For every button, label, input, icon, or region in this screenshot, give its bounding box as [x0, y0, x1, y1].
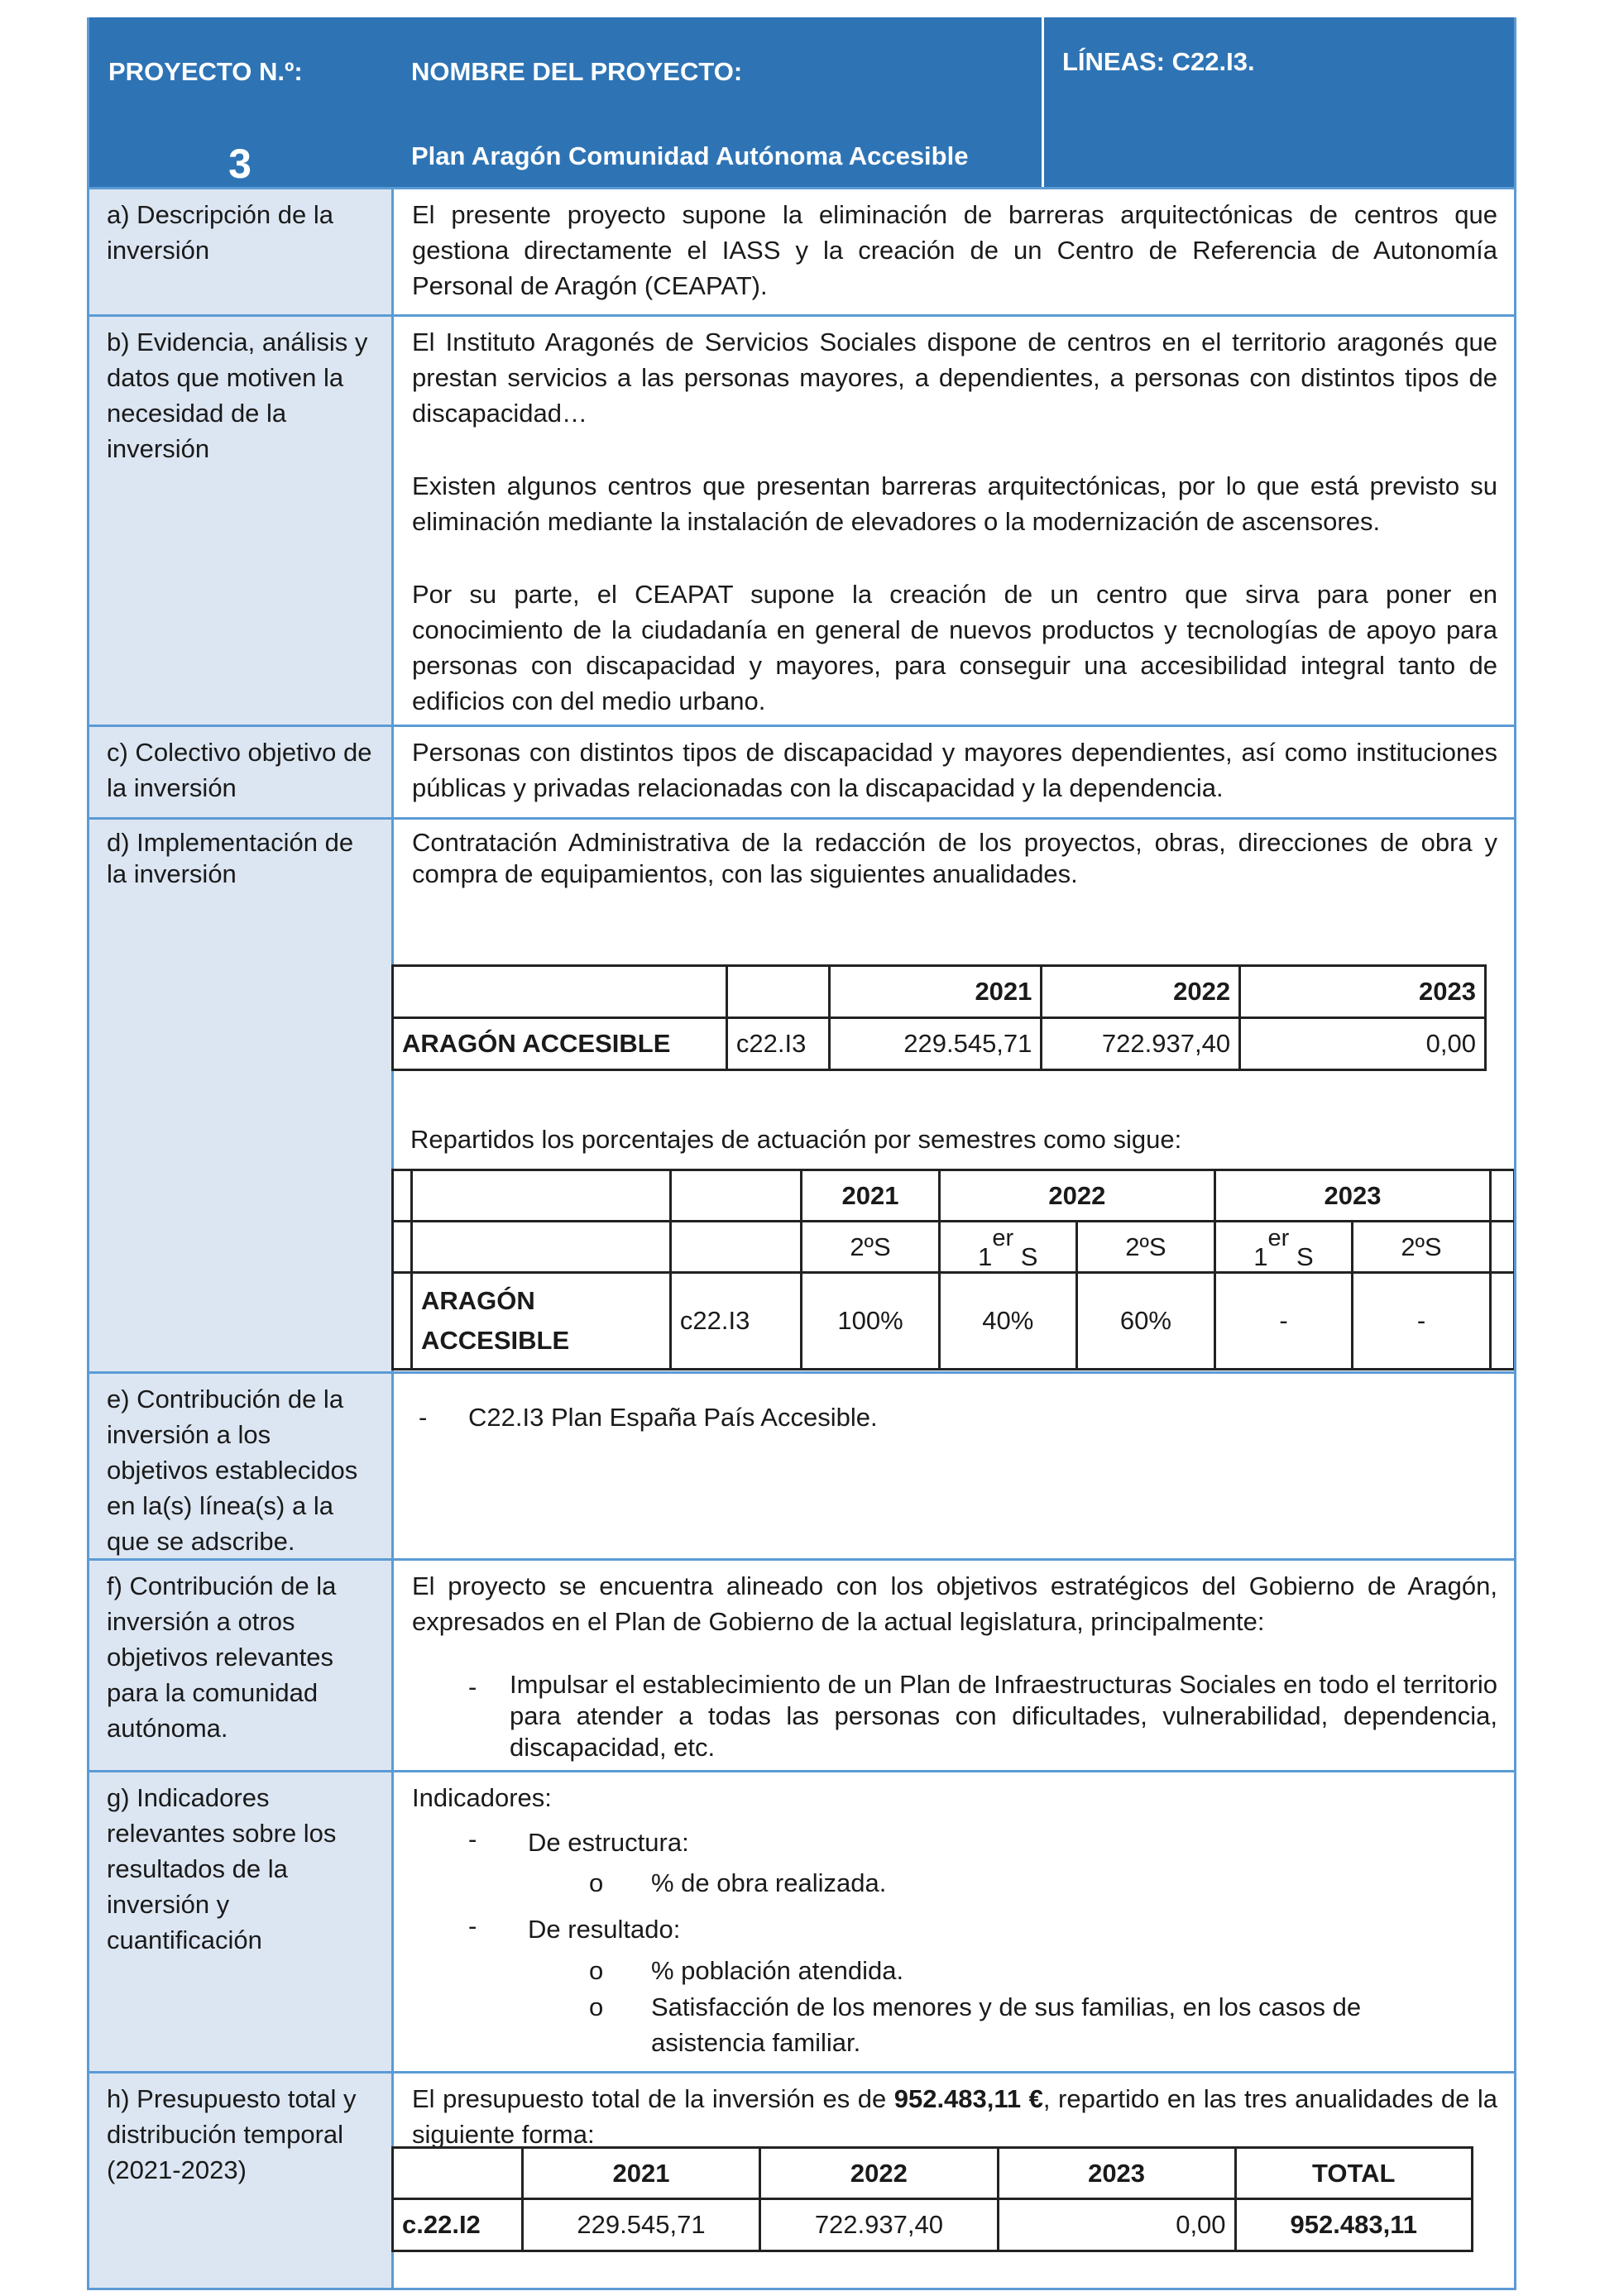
section-b-paragraph-3: Por su parte, el CEAPAT supone la creación de un centro que sirva para poner en conocimiento de la ciudadanía en general de nuevos productos y tecnologías de apoyo para personas con discapacidad y mayores, para conseguir una accesibilidad integral tanto de edificios con del medio urbano. — [412, 580, 1497, 715]
section-d-text: Contratación Administrativa de la redacción de los proyectos, obras, direcciones de obra y compra de equipamientos, con las siguientes anualidades. — [412, 828, 1497, 888]
grid-row-e-top — [87, 1371, 1516, 1374]
annuities-year-2022: 2022 — [1042, 966, 1240, 1018]
semesters-row-label-1: ARAGÓN — [421, 1286, 535, 1315]
semester-2023-1 — [1215, 1222, 1353, 1273]
semesters-intro: Repartidos los porcentajes de actuación por semestres como sigue: — [410, 1125, 1182, 1154]
semesters-value-2022-2: 60% — [1076, 1273, 1214, 1370]
grid-left-border — [87, 17, 89, 2290]
semester-2021-2: 2ºS — [802, 1222, 939, 1273]
semesters-header-code-blank — [670, 1170, 801, 1222]
semesters-year-2023: 2023 — [1215, 1170, 1491, 1222]
indicator-result-circle-2: o — [589, 1992, 604, 2021]
semester-2023-1-sup: er — [1267, 1225, 1290, 1252]
semesters-edge-4 — [1491, 1222, 1515, 1273]
section-h-label: h) Presupuesto total y distribución temporal (2021-2023) — [89, 2073, 391, 2289]
budget-value-total: 952.483,11 — [1235, 2199, 1472, 2251]
section-b-content — [391, 316, 1516, 726]
grid-row-f-top — [87, 1558, 1516, 1561]
section-f-item — [510, 1669, 1497, 1763]
budget-value-2021: 229.545,71 — [522, 2199, 759, 2251]
section-a-content — [391, 189, 1516, 316]
project-number: 3 — [228, 141, 251, 187]
semester-2022-1-num: 1 — [978, 1241, 993, 1271]
semesters-table — [391, 1169, 1516, 1370]
project-name: Plan Aragón Comunidad Autónoma Accesible — [411, 141, 969, 170]
semesters-edge-2 — [1491, 1170, 1515, 1222]
section-e-label: e) Contribución de la inversión a los objetivos establecidos en la(s) línea(s) a la que se adscribe. — [89, 1373, 391, 1560]
semesters-row-label — [412, 1273, 671, 1370]
semesters-edge-1 — [393, 1170, 412, 1222]
semester-2022-1-s: S — [1020, 1241, 1038, 1271]
semesters-edge-3 — [393, 1222, 412, 1273]
section-h-total: 952.483,11 € — [893, 2084, 1043, 2113]
semesters-value-2021-2: 100% — [802, 1273, 939, 1370]
grid-row-a-top — [87, 187, 1516, 189]
annuities-value-2023: 0,00 — [1240, 1018, 1486, 1070]
project-name-label: NOMBRE DEL PROYECTO: — [411, 57, 743, 86]
semester-2023-2: 2ºS — [1352, 1222, 1490, 1273]
section-b-label: b) Evidencia, análisis y datos que motiven la necesidad de la inversión — [89, 316, 391, 726]
grid-right-border — [1514, 17, 1516, 2290]
section-b-paragraph-1: El Instituto Aragonés de Servicios Sociales dispone de centros en el territorio aragonés que prestan servicios a las personas mayores, a dependientes, a personas con distintos tipos de discapacidad… — [412, 328, 1497, 428]
annuities-value-2022: 722.937,40 — [1042, 1018, 1240, 1070]
semester-2023-1-s: S — [1296, 1241, 1314, 1271]
annuities-value-2021: 229.545,71 — [829, 1018, 1042, 1070]
budget-row-label: c.22.I2 — [393, 2199, 523, 2251]
semesters-value-2023-2: - — [1352, 1273, 1490, 1370]
lines-label: LÍNEAS: C22.I3. — [1062, 47, 1255, 76]
budget-header-total: TOTAL — [1235, 2148, 1472, 2199]
header-project-number-cell — [89, 17, 391, 189]
indicator-result-title: De resultado: — [528, 1915, 681, 1944]
semesters-sub-blank — [412, 1222, 671, 1273]
indicator-result-circle-1: o — [589, 1956, 604, 1985]
annuities-header-blank — [393, 966, 727, 1018]
semesters-year-2022: 2022 — [939, 1170, 1214, 1222]
section-c-text: Personas con distintos tipos de discapacidad y mayores dependientes, así como instituciones públicas y privadas relacionadas con la discapacidad y la dependencia. — [412, 738, 1497, 802]
section-f-bullet: - — [468, 1672, 477, 1701]
indicator-result-item-1: % población atendida. — [651, 1956, 904, 1985]
section-f-item-text: Impulsar el establecimiento de un Plan de Infraestructuras Sociales en todo el territorio para atender a todas las personas con dificultades, vulnerabilidad, dependencia, discapacidad, etc. — [510, 1670, 1497, 1762]
budget-header-blank — [393, 2148, 523, 2199]
section-c-content — [391, 726, 1516, 819]
budget-value-2023: 0,00 — [998, 2199, 1235, 2251]
semesters-edge-5 — [393, 1273, 412, 1370]
grid-row-c-top — [87, 725, 1516, 727]
semesters-row-label-2: ACCESIBLE — [421, 1326, 570, 1355]
semesters-edge-6 — [1491, 1273, 1515, 1370]
section-f-text: El proyecto se encuentra alineado con los objetivos estratégicos del Gobierno de Aragón, expresados en el Plan de Gobierno de la actual legislatura, principalmente: — [412, 1571, 1497, 1636]
annuities-header-code-blank — [726, 966, 829, 1018]
section-g-label: g) Indicadores relevantes sobre los resultados de la inversión y cuantificación — [89, 1772, 391, 2073]
semesters-value-2023-1: - — [1215, 1273, 1353, 1370]
semesters-header-blank — [412, 1170, 671, 1222]
annuities-year-2021: 2021 — [829, 966, 1042, 1018]
grid-bottom-border — [87, 2288, 1516, 2290]
annuities-year-2023: 2023 — [1240, 966, 1486, 1018]
section-a-label: a) Descripción de la inversión — [89, 189, 391, 316]
grid-row-g-top — [87, 1770, 1516, 1772]
grid-row-h-top — [87, 2071, 1516, 2074]
semesters-year-2021: 2021 — [802, 1170, 939, 1222]
section-f-label: f) Contribución de la inversión a otros objetivos relevantes para la comunidad autónoma. — [89, 1560, 391, 1772]
indicator-result-item-2: Satisfacción de los menores y de sus familias, en los casos de asistencia familiar. — [651, 1992, 1362, 2057]
annuities-row-code: c22.I3 — [726, 1018, 829, 1070]
semester-2022-2: 2ºS — [1076, 1222, 1214, 1273]
budget-header-2023: 2023 — [998, 2148, 1235, 2199]
section-e-item: C22.I3 Plan España País Accesible. — [468, 1403, 878, 1432]
semesters-row-code: c22.I3 — [670, 1273, 801, 1370]
semester-2022-1-sup: er — [992, 1225, 1014, 1252]
section-h-text-pre: El presupuesto total de la inversión es de — [412, 2084, 887, 2113]
budget-header-2021: 2021 — [522, 2148, 759, 2199]
indicator-structure-dash: - — [468, 1825, 477, 1854]
project-number-label: PROYECTO N.º: — [108, 57, 303, 86]
header-project-name-cell — [391, 17, 1042, 189]
grid-row-d-top — [87, 817, 1516, 820]
section-h-text — [412, 2081, 1497, 2152]
section-g-intro: Indicadores: — [412, 1783, 552, 1812]
semesters-sub-code-blank — [670, 1222, 801, 1273]
budget-header-2022: 2022 — [760, 2148, 998, 2199]
grid-row-b-top — [87, 314, 1516, 317]
budget-value-2022: 722.937,40 — [760, 2199, 998, 2251]
annuities-table — [391, 964, 1487, 1071]
indicator-structure-title: De estructura: — [528, 1828, 689, 1857]
semesters-value-2022-1: 40% — [939, 1273, 1076, 1370]
indicator-structure-item: % de obra realizada. — [651, 1868, 887, 1897]
budget-table — [391, 2146, 1473, 2252]
section-d-label: d) Implementación de la inversión — [89, 819, 391, 1373]
indicator-result-dash: - — [468, 1911, 477, 1940]
section-a-text: El presente proyecto supone la eliminación de barreras arquitectónicas de centros que gestiona directamente el IASS y la creación de un Centro de Referencia de Autonomía Personal de Aragón (CEAPAT). — [412, 200, 1497, 300]
indicator-structure-circle: o — [589, 1868, 604, 1897]
annuities-row-label: ARAGÓN ACCESIBLE — [393, 1018, 727, 1070]
section-h-text-post: , repartido en las tres anualidades de la siguiente forma: — [412, 2084, 1497, 2149]
semester-2023-1-num: 1 — [1253, 1241, 1268, 1271]
section-e-bullet: - — [419, 1403, 428, 1432]
semester-2022-1 — [939, 1222, 1076, 1273]
header-lines-cell — [1042, 17, 1516, 189]
section-c-label: c) Colectivo objetivo de la inversión — [89, 726, 391, 819]
section-b-paragraph-2: Existen algunos centros que presentan barreras arquitectónicas, por lo que está previsto su eliminación mediante la instalación de elevadores o la modernización de ascensores. — [412, 471, 1497, 536]
